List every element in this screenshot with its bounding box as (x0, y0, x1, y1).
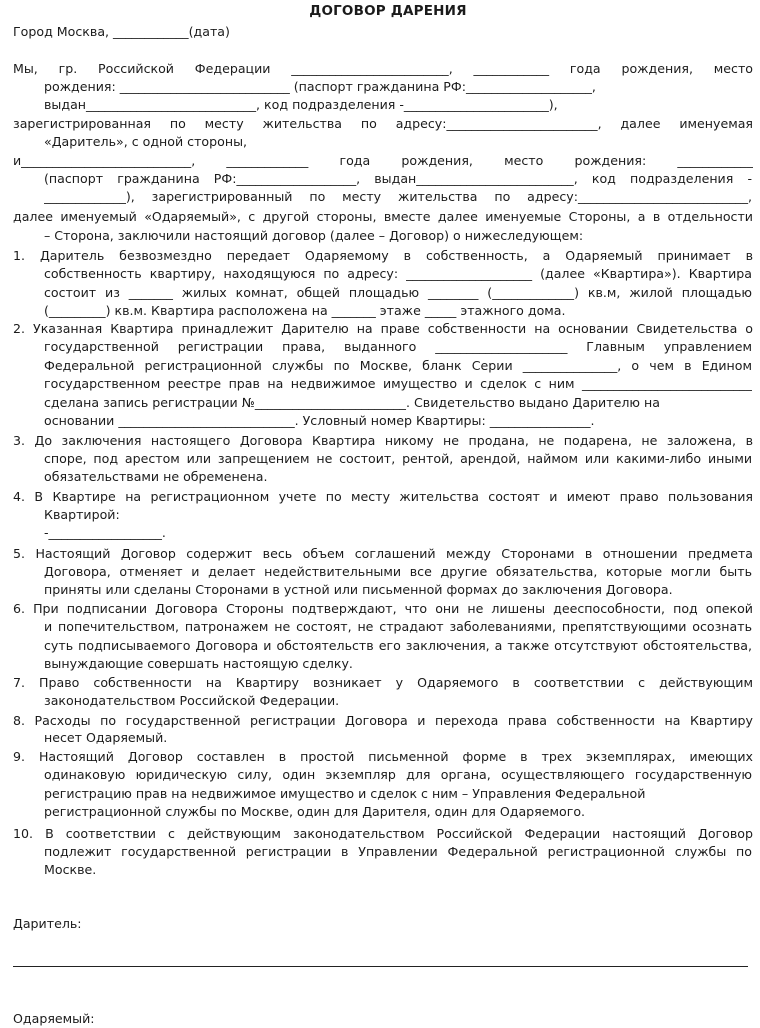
contract-line: регистрационной службы по Москве, один для Дарителя, один для Одаряемого. (44, 804, 586, 819)
contract-line: состоит из _______ жилых комнат, общей площадью ________ (_____________) кв.м, жилой площадью (44, 285, 752, 300)
contract-line: 6. При подписании Договора Стороны подтверждают, что они не лишены дееспособности, под опекой (13, 601, 753, 616)
contract-line: 10. В соответствии с действующим законодательством Российской Федерации настоящий Договор (13, 826, 753, 841)
contract-line: (паспорт гражданина РФ:___________________, выдан_________________________, код подразделения - (44, 171, 752, 186)
contract-line: Квартирой: (44, 507, 120, 522)
contract-line: -__________________. (44, 525, 166, 540)
contract-line: 1. Даритель безвозмездно передает Одаряемому в собственность, а Одаряемый принимает в (13, 248, 753, 263)
contract-line: (_________) кв.м. Квартира расположена на _______ этаже _____ этажного дома. (44, 303, 566, 318)
contract-line: рождения: ___________________________ (паспорт гражданина РФ:____________________, (44, 79, 596, 94)
contract-line: выдан___________________________, код подразделения -_______________________), (44, 97, 558, 112)
contract-line: – Сторона, заключили настоящий договор (далее – Договор) о нижеследующем: (44, 228, 584, 243)
document-title: ДОГОВОР ДАРЕНИЯ (309, 3, 467, 19)
contract-line: 8. Расходы по государственной регистрации Договора и перехода права собственности на Квартиру (13, 713, 753, 728)
contract-line: 4. В Квартире на регистрационном учете по месту жительства состоят и имеют право пользования (13, 489, 753, 504)
contract-line: споре, под арестом или запрещением не состоит, рентой, арендой, наймом или какими-либо иными (44, 451, 752, 466)
contract-line: «Даритель», с одной стороны, (44, 134, 248, 149)
contract-line: обязательствами не обременена. (44, 469, 268, 484)
contract-line: сделана запись регистрации №________________________. Свидетельство выдано Дарителю на (44, 395, 660, 410)
contract-line: 2. Указанная Квартира принадлежит Дарителю на праве собственности на основании Свидетельства о (13, 321, 753, 336)
contract-line: несет Одаряемый. (44, 730, 168, 745)
contract-line: государственном реестре прав на недвижимое имущество и сделок с ним ___________________________ (44, 376, 752, 391)
recipient-signature-label: Одаряемый: (13, 1011, 95, 1026)
contract-line: приняты или сделаны Сторонами в устной или письменной формах до заключения Договора. (44, 582, 673, 597)
contract-line: одинаковую юридическую силу, один экземпляр для органа, осуществляющего государственную (44, 767, 752, 782)
contract-line: подлежит государственной регистрации в Управлении Федеральной регистрационной службы по (44, 844, 752, 859)
contract-line: вынуждающие совершать настоящую сделку. (44, 656, 353, 671)
contract-line: Договора, отменяет и делает недействительными все другие обязательства, которые могли быть (44, 564, 752, 579)
contract-line: Федеральной регистрационной службы по Москве, бланк Серии _______________, о чем в Едином (44, 358, 752, 373)
contract-line: Город Москва, ____________(дата) (13, 24, 230, 39)
contract-line: 5. Настоящий Договор содержит весь объем соглашений между Сторонами в отношении предмета (13, 546, 753, 561)
contract-line: Мы, гр. Российской Федерации _________________________, ____________ года рождения, место (13, 61, 753, 76)
contract-line: государственной регистрации права, выданного _____________________ Главным управлением (44, 339, 752, 354)
contract-line: 9. Настоящий Договор составлен в простой письменной форме в трех экземплярах, имеющих (13, 749, 753, 764)
contract-line: Москве. (44, 862, 97, 877)
contract-line: регистрацию прав на недвижимое имущество и сделок с ним – Управления Федеральной (44, 786, 646, 801)
contract-line: законодательством Российской Федерации. (44, 693, 340, 708)
donor-signature-line (13, 966, 748, 967)
contract-line: далее именуемый «Одаряемый», с другой стороны, вместе далее именуемые Стороны, а в отдельности (13, 209, 753, 224)
contract-line: зарегистрированная по месту жительства по адресу:________________________, далее именуемая (13, 116, 753, 131)
contract-line: собственность квартиру, находящуюся по адресу: ____________________ (далее «Квартира»). Квартира (44, 266, 752, 281)
contract-line: 3. До заключения настоящего Договора Квартира никому не продана, не подарена, не заложена, в (13, 433, 753, 448)
contract-line: суть подписываемого Договора и обстоятельств его заключения, а также отсутствуют обстоятельства, (44, 638, 752, 653)
contract-line: _____________), зарегистрированный по месту жительства по адресу:___________________________, (44, 189, 752, 204)
contract-line: и попечительством, патронажем не состоят, не страдают заболеваниями, препятствующими осознать (44, 619, 752, 634)
donor-signature-label: Даритель: (13, 916, 82, 931)
contract-line: основании ____________________________. Условный номер Квартиры: ________________. (44, 413, 595, 428)
contract-line: 7. Право собственности на Квартиру возникает у Одаряемого в соответствии с действующим (13, 675, 753, 690)
contract-line: и___________________________, _____________ года рождения, место рождения: ____________ (13, 153, 753, 168)
